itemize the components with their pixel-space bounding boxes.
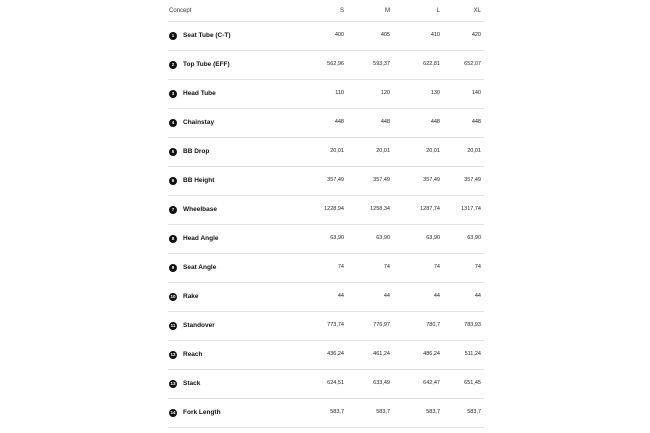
value-size-m: 448 <box>380 119 390 125</box>
row-number-badge: 14 <box>169 409 177 417</box>
value-size-l: 622,81 <box>423 61 440 67</box>
value-size-l: 44 <box>433 293 440 299</box>
value-size-m: 593,37 <box>373 61 390 67</box>
header-concept: Concept <box>169 8 192 14</box>
row-label: Fork Length <box>183 409 221 416</box>
row-number-badge: 10 <box>169 293 177 301</box>
table-header <box>168 0 484 22</box>
row-number-badge: 4 <box>169 119 177 127</box>
value-size-xl: 583,7 <box>467 409 481 415</box>
row-label: Seat Angle <box>183 264 217 271</box>
value-size-l: 642,47 <box>423 380 440 386</box>
value-size-m: 461,24 <box>373 351 390 357</box>
value-size-l: 74 <box>433 264 440 270</box>
value-size-l: 130 <box>430 90 440 96</box>
value-size-s: 74 <box>337 264 344 270</box>
table-row <box>168 283 484 312</box>
value-size-s: 562,96 <box>327 61 344 67</box>
value-size-l: 780,7 <box>426 322 440 328</box>
value-size-l: 583,7 <box>426 409 440 415</box>
row-label: Rake <box>183 293 199 300</box>
row-label: Stack <box>183 380 201 387</box>
table-row <box>168 370 484 399</box>
row-label: Top Tube (EFF) <box>183 61 230 68</box>
value-size-l: 20,01 <box>426 148 440 154</box>
value-size-m: 633,49 <box>373 380 390 386</box>
value-size-m: 44 <box>383 293 390 299</box>
row-number-badge: 5 <box>169 148 177 156</box>
value-size-l: 1287,74 <box>420 206 440 212</box>
value-size-xl: 420 <box>471 32 481 38</box>
row-number-badge: 7 <box>169 206 177 214</box>
value-size-s: 436,24 <box>327 351 344 357</box>
value-size-l: 63,90 <box>426 235 440 241</box>
value-size-xl: 448 <box>471 119 481 125</box>
value-size-xl: 357,49 <box>464 177 481 183</box>
value-size-s: 448 <box>334 119 344 125</box>
value-size-s: 20,01 <box>330 148 344 154</box>
table-row <box>168 196 484 225</box>
row-label: Seat Tube (C-T) <box>183 32 231 39</box>
row-number-badge: 8 <box>169 235 177 243</box>
row-label: BB Drop <box>183 148 210 155</box>
table-row <box>168 312 484 341</box>
value-size-m: 583,7 <box>376 409 390 415</box>
table-row <box>168 80 484 109</box>
value-size-m: 63,90 <box>376 235 390 241</box>
row-label: Reach <box>183 351 203 358</box>
value-size-l: 448 <box>430 119 440 125</box>
table-row <box>168 341 484 370</box>
row-label: Standover <box>183 322 215 329</box>
value-size-xl: 140 <box>471 90 481 96</box>
value-size-xl: 63,90 <box>467 235 481 241</box>
table-row <box>168 225 484 254</box>
row-label: Wheelbase <box>183 206 217 213</box>
value-size-xl: 783,93 <box>464 322 481 328</box>
value-size-s: 357,49 <box>327 177 344 183</box>
value-size-s: 1228,94 <box>324 206 344 212</box>
row-number-badge: 9 <box>169 264 177 272</box>
value-size-xl: 74 <box>474 264 481 270</box>
table-row <box>168 109 484 138</box>
value-size-s: 44 <box>337 293 344 299</box>
value-size-l: 357,49 <box>423 177 440 183</box>
value-size-m: 1258,34 <box>370 206 390 212</box>
value-size-m: 776,97 <box>373 322 390 328</box>
row-number-badge: 12 <box>169 351 177 359</box>
table-row <box>168 138 484 167</box>
row-label: Chainstay <box>183 119 215 126</box>
row-label: Head Tube <box>183 90 216 97</box>
value-size-s: 624,51 <box>327 380 344 386</box>
value-size-xl: 1317,74 <box>461 206 481 212</box>
table-row <box>168 399 484 428</box>
table-row <box>168 167 484 196</box>
row-number-badge: 1 <box>169 32 177 40</box>
value-size-m: 357,49 <box>373 177 390 183</box>
table-body <box>168 22 484 428</box>
value-size-xl: 44 <box>474 293 481 299</box>
table-row <box>168 22 484 51</box>
value-size-m: 120 <box>380 90 390 96</box>
value-size-s: 400 <box>334 32 344 38</box>
table-row <box>168 254 484 283</box>
header-size-xl: XL <box>473 8 481 14</box>
header-size-l: L <box>436 8 440 14</box>
header-size-m: M <box>385 8 390 14</box>
value-size-l: 410 <box>430 32 440 38</box>
table-row <box>168 51 484 80</box>
row-number-badge: 3 <box>169 90 177 98</box>
value-size-xl: 511,24 <box>464 351 481 357</box>
value-size-s: 583,7 <box>330 409 344 415</box>
value-size-l: 486,24 <box>423 351 440 357</box>
row-label: BB Height <box>183 177 215 184</box>
value-size-s: 773,74 <box>327 322 344 328</box>
value-size-xl: 20,01 <box>467 148 481 154</box>
row-label: Head Angle <box>183 235 219 242</box>
value-size-s: 110 <box>335 90 344 96</box>
row-number-badge: 2 <box>169 61 177 69</box>
value-size-m: 405 <box>380 32 390 38</box>
value-size-xl: 652,07 <box>464 61 481 67</box>
row-number-badge: 13 <box>169 380 177 388</box>
header-size-s: S <box>339 8 344 14</box>
value-size-xl: 651,45 <box>464 380 481 386</box>
value-size-m: 20,01 <box>376 148 390 154</box>
row-number-badge: 6 <box>169 177 177 185</box>
geometry-table <box>168 0 484 428</box>
value-size-m: 74 <box>383 264 390 270</box>
value-size-s: 63,90 <box>330 235 344 241</box>
row-number-badge: 11 <box>169 322 177 330</box>
